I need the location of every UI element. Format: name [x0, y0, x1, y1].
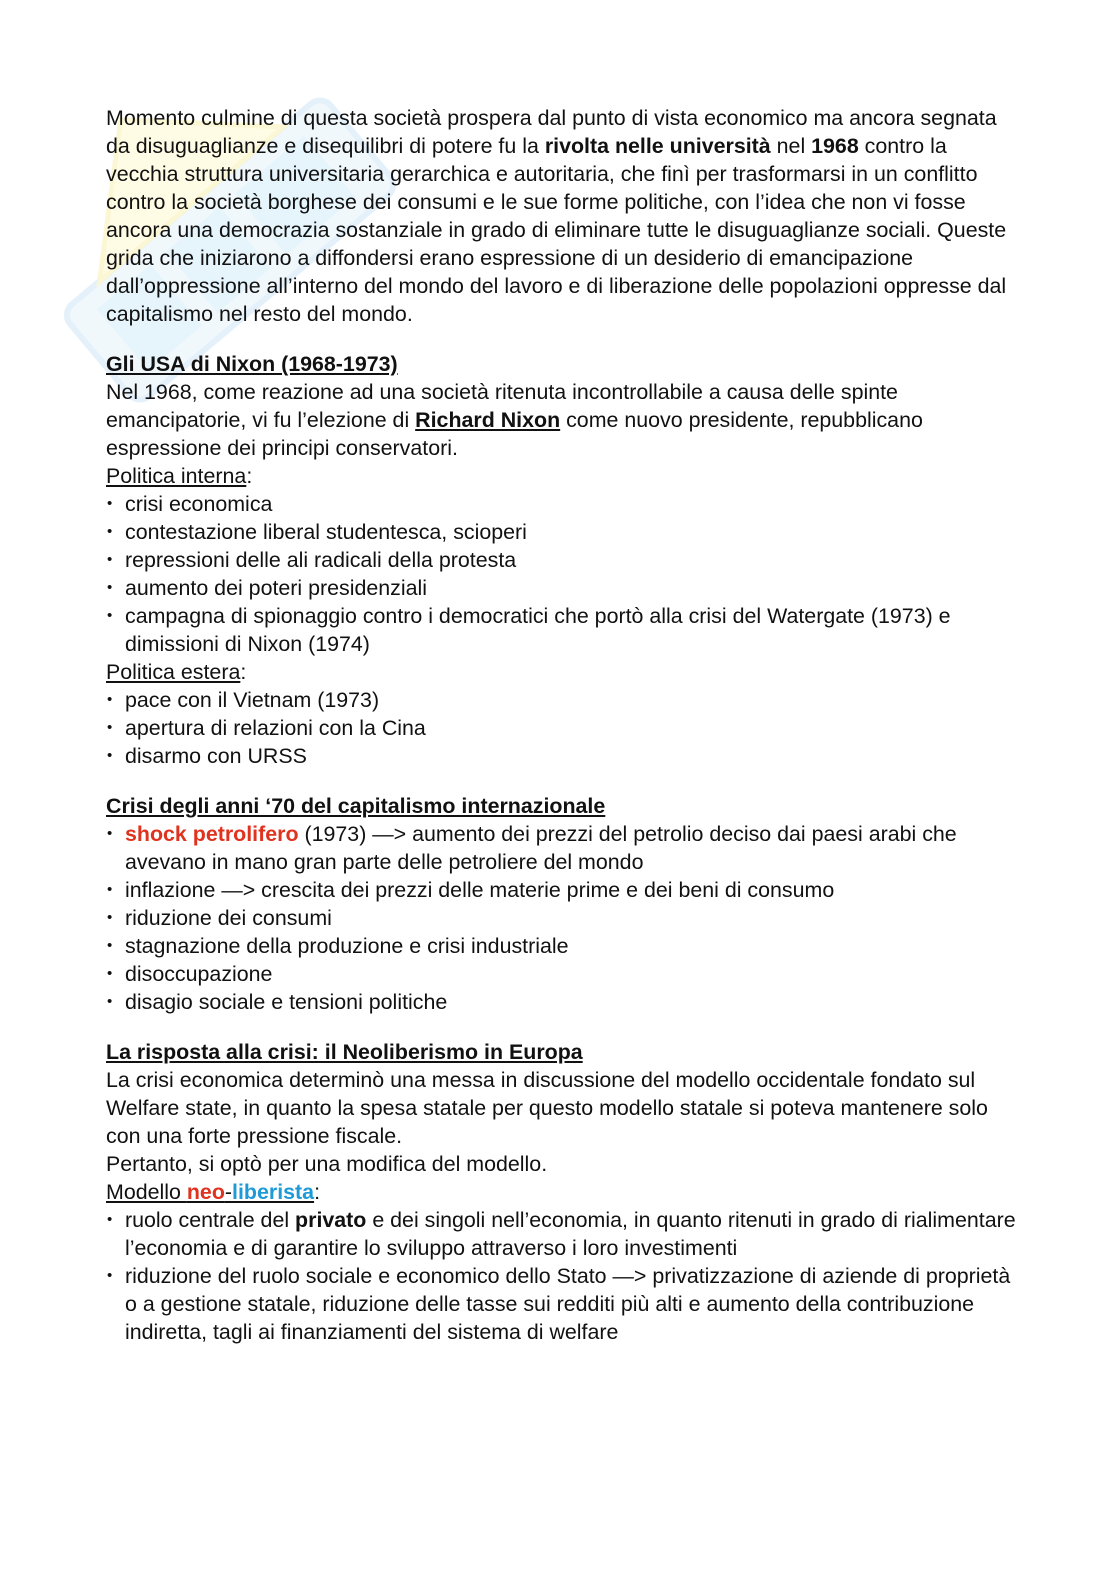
list-item-text: e dei singoli nell’economia, in quanto ritenuti in grado di rialimentare l’economia e di garantire lo sviluppo attraverso i loro investimenti: [125, 1208, 1016, 1260]
list-item: • riduzione dei consumi: [106, 904, 1018, 932]
list-item: • aumento dei poteri presidenziali: [106, 574, 1018, 602]
section-heading-neoliberismo: La risposta alla crisi: il Neoliberismo in Europa: [106, 1040, 583, 1064]
list-item: • campagna di spionaggio contro i democratici che portò alla crisi del Watergate (1973) e dimissioni di Nixon (1974): [106, 602, 1018, 658]
shock-petrolifero-highlight: shock petrolifero: [125, 822, 299, 846]
neo-paragraph-2: Pertanto, si optò per una modifica del modello.: [106, 1152, 548, 1176]
intro-bold-rivolta: rivolta nelle università: [544, 134, 771, 158]
dash: -: [224, 1180, 233, 1204]
list-item: • stagnazione della produzione e crisi industriale: [106, 932, 1018, 960]
list-item: • pace con il Vietnam (1973): [106, 686, 1018, 714]
colon: :: [314, 1180, 321, 1204]
modello-label: [106, 1178, 1018, 1206]
document-page: [106, 104, 1018, 1346]
colon: :: [240, 660, 247, 684]
politica-estera-list: [106, 686, 1018, 770]
politica-interna-text: Politica interna: [106, 464, 247, 488]
list-item: • inflazione —> crescita dei prezzi delle materie prime e dei beni di consumo: [106, 876, 1018, 904]
list-item: • apertura di relazioni con la Cina: [106, 714, 1018, 742]
intro-text: contro la vecchia struttura universitaria gerarchica e autoritaria, che finì per trasformarsi in un conflitto contro la società borghese dei consumi e le sue forme politiche, con l’idea che non vi fosse ancora una democrazia sostanziale in grado di eliminare tutte le disuguaglianze sociali. Queste grida che iniziarono a diffondersi erano espressione di un desiderio di emancipazione dall’oppressione all’interno del mondo del lavoro e di liberazione delle popolazioni oppresse dal capitalismo nel resto del mondo.: [106, 134, 1007, 326]
liberista-highlight: liberista: [232, 1180, 315, 1204]
neo-paragraph-1: La crisi economica determinò una messa in discussione del modello occidentale fondato sul Welfare state, in quanto la spesa statale per questo modello statale si poteva mantenere solo con una forte pressione fiscale.: [106, 1068, 988, 1148]
list-item: • contestazione liberal studentesca, scioperi: [106, 518, 1018, 546]
privato-bold: privato: [295, 1208, 367, 1232]
colon: :: [246, 464, 253, 488]
list-item: • disoccupazione: [106, 960, 1018, 988]
modello-label-text: [106, 1180, 314, 1204]
list-item-text: (1973) —> aumento dei prezzi del petrolio deciso dai paesi arabi che avevano in mano gran parte delle petroliere del mondo: [125, 822, 957, 874]
list-item: • crisi economica: [106, 490, 1018, 518]
list-item: [106, 1206, 1018, 1262]
list-item: [106, 820, 1018, 876]
intro-paragraph: [106, 104, 1018, 328]
politica-estera-label: [106, 658, 1018, 686]
crisi-list: [106, 820, 1018, 1016]
list-item: • repressioni delle ali radicali della protesta: [106, 546, 1018, 574]
nixon-text: come nuovo presidente, repubblicano espressione dei principi conservatori.: [106, 408, 923, 460]
neo-highlight: neo: [186, 1180, 225, 1204]
politica-interna-label: [106, 462, 1018, 490]
politica-estera-text: Politica estera: [106, 660, 241, 684]
list-item-text: ruolo centrale del: [125, 1208, 296, 1232]
list-item: • disarmo con URSS: [106, 742, 1018, 770]
politica-interna-list: [106, 490, 1018, 658]
intro-text: Momento culmine di questa società prospera dal punto di vista economico ma ancora segnata da disuguaglianze e disequilibri di potere fu la: [106, 106, 997, 158]
neo-list: [106, 1206, 1018, 1346]
nixon-text: Nel 1968, come reazione ad una società ritenuta incontrollabile a causa delle spinte emancipatorie, vi fu l’elezione di: [106, 380, 898, 432]
nixon-name: Richard Nixon: [415, 408, 561, 432]
intro-bold-1968: 1968: [811, 134, 859, 158]
section-heading-nixon: Gli USA di Nixon (1968-1973): [106, 352, 398, 376]
nixon-paragraph: [106, 378, 1018, 462]
modello-word: Modello: [106, 1180, 187, 1204]
list-item: • disagio sociale e tensioni politiche: [106, 988, 1018, 1016]
section-heading-crisi: Crisi degli anni ‘70 del capitalismo internazionale: [106, 794, 606, 818]
intro-text: nel: [770, 134, 812, 158]
list-item: • riduzione del ruolo sociale e economico dello Stato —> privatizzazione di aziende di proprietà o a gestione statale, riduzione delle tasse sui redditi più alti e aumento della contribuzione indiretta, tagli ai finanziamenti del sistema di welfare: [106, 1262, 1018, 1346]
